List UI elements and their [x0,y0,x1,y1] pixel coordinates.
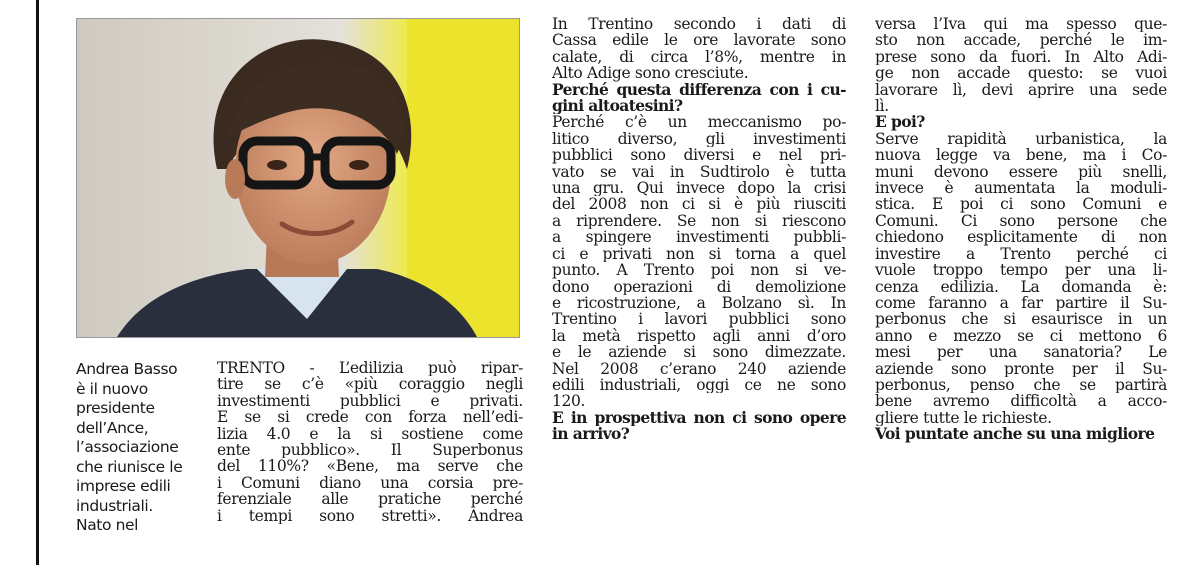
text-line: Voi puntate anche su una migliore [875,426,1155,443]
text-line: invece è aumentata la moduli- [875,180,1167,197]
caption-line: dell’Ance, [76,418,149,437]
text-line: E poi? [875,114,925,131]
text-line: i tempi sono stretti». Andrea [217,507,523,525]
article-paragraph [875,131,1167,426]
text-line: stica. E poi ci sono Comuni e [875,196,1167,213]
text-line: edili industriali, oggi ce ne sono [552,376,846,394]
text-line: anno e mezzo se ci mettono 6 [875,327,1167,345]
text-line: punto. A Trento poi non si ve- [552,262,846,279]
article-column-3 [875,16,1167,443]
text-line: E in prospettiva non ci sono opere [552,409,846,427]
caption-line: Nato nel [76,516,139,534]
text-line: 120. [552,393,586,410]
text-line: ge non accade questo: se vuoi [875,65,1167,82]
interview-question [875,114,1167,130]
interview-question [552,410,846,443]
text-line: ferenziale alle pratiche perché [217,491,523,508]
caption-line: Andrea Basso [76,360,178,378]
article-column-2 [552,16,846,443]
text-line: vato se vai in Sudtirolo è tutta [552,163,846,181]
article-column-1 [217,360,523,524]
text-line: Perché c’è un meccanismo po- [552,114,846,131]
text-line: versa l’Iva qui ma spesso que- [875,16,1167,33]
text-line: mesi per una sanatoria? Le [875,344,1167,361]
text-line: muni devono essere più snelli, [875,163,1167,181]
text-line: a spingere investimenti pubbli- [552,229,846,246]
text-line: prese sono da fuori. In Alto Adi- [875,48,1167,66]
text-line: vuole troppo tempo per una li- [875,262,1167,279]
article-paragraph [552,114,846,409]
text-line: perbonus che si esaurisce in un [875,311,1167,328]
text-line: come faranno a far partire il Su- [875,294,1167,312]
text-line: lì. [875,98,889,115]
text-line: a riprendere. Se non si riescono [552,212,846,230]
text-line: Nel 2008 c’erano 240 aziende [552,360,846,377]
text-line: investire a Trento perché ci [875,245,1167,263]
text-line: dono operazioni di demolizione [552,278,846,295]
text-line: gini altoatesini? [552,98,683,115]
text-line: Serve rapidità urbanistica, la [875,130,1167,148]
text-line: E se si crede con forza nell’edi- [217,409,523,426]
text-line: In Trentino secondo i dati di [552,16,846,33]
text-line: calate, di circa l’8%, mentre in [552,48,846,66]
text-line: pubblici sono diversi e nel pri- [552,147,846,164]
text-line: del 110%? «Bene, ma serve che [217,458,523,475]
caption-line: l’associazione [76,438,179,456]
article-paragraph [875,16,1167,114]
text-line: lizia 4.0 e la si sostiene come [217,425,523,443]
text-line: Alto Adige sono cresciute. [552,65,749,82]
article-paragraph [217,360,523,524]
text-line: litico diverso, gli investimenti [552,130,846,148]
text-line: lavorare lì, devi aprire una sede [875,81,1167,99]
portrait-photo [76,18,520,338]
text-line: del 2008 non ci si è più riusciti [552,196,846,213]
column-rule [36,0,39,565]
text-line: Perché questa differenza con i cu- [552,81,846,99]
caption-line: presidente [76,399,155,417]
text-line: i Comuni diano una corsia pre- [217,474,523,492]
text-line: TRENTO - L’edilizia può ripar- [217,360,523,377]
text-line: Trentino i lavori pubblici sono [552,311,846,328]
text-line: bene avremo difficoltà a acco- [875,393,1167,410]
article-paragraph [552,16,846,82]
text-line: tire se c’è «più coraggio negli [217,376,523,393]
text-line: nuova legge va bene, ma i Co- [875,147,1167,164]
text-line: ci e privati non si torna a quel [552,245,846,263]
caption-line: industriali. [76,496,153,515]
text-line: investimenti pubblici e privati. [217,392,523,410]
text-line: Comuni. Ci sono persone che [875,212,1167,230]
text-line: chiedono esplicitamente di non [875,229,1167,246]
text-line: perbonus, penso che se partirà [875,376,1167,394]
caption-line: è il nuovo [76,379,148,398]
portrait-illustration [77,19,519,337]
caption-line: imprese edili [76,477,171,495]
text-line: Cassa edile le ore lavorate sono [552,32,846,49]
photo-caption [76,360,202,536]
text-line: e ricostruzione, a Bolzano sì. In [552,294,846,312]
text-line: sto non accade, perché le im- [875,32,1167,49]
caption-line: che riunisce le [76,457,183,476]
text-line: gliere tutte le richieste. [875,409,1052,427]
text-line: una gru. Qui invece dopo la crisi [552,180,846,197]
text-line: la metà rispetto agli anni d’oro [552,327,846,345]
text-line: cenza edilizia. La domanda è: [875,278,1167,295]
text-line: e le aziende si sono dimezzate. [552,344,846,361]
interview-question [552,82,846,115]
text-line: ente pubblico». Il Superbonus [217,442,523,459]
text-line: in arrivo? [552,426,630,443]
interview-question [875,426,1167,442]
text-line: aziende sono pronte per il Su- [875,360,1167,377]
